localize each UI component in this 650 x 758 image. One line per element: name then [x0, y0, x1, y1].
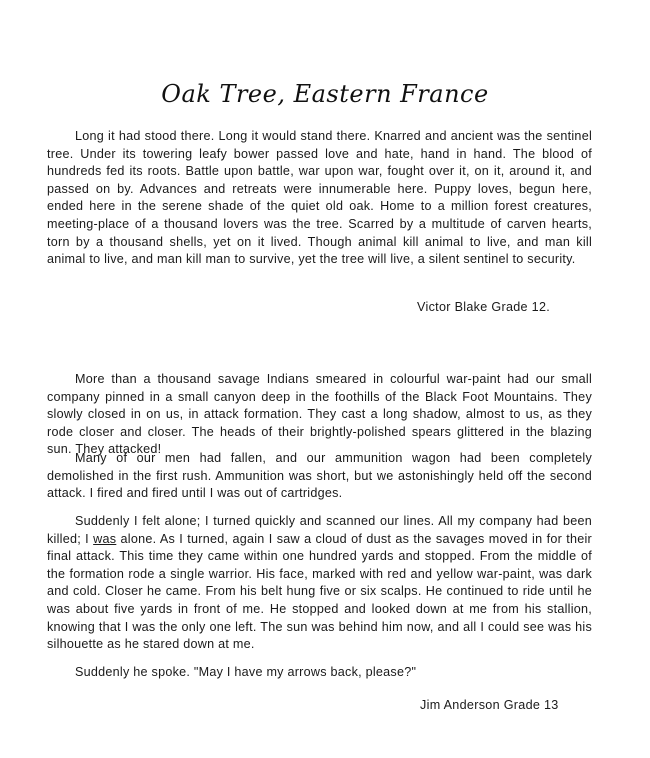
- paragraph-3-text-end: alone. As I turned, again I saw a cloud of dust as the savages moved in for their final attack. This time they came within one hundred yards and stopped. From the middle of the formation rode a single warrior. His face, marked with red and yellow war-paint, was dark and cold. Closer he came. From his belt hung five or six scalps. He continued to ride until he was about five yards in front of me. He stopped and looked down at me from his stallion, knowing that I was the only one left. The sun was behind him now, and all I could see was his silhouette as he stared down at me.: [47, 531, 592, 652]
- story-paragraph-1: More than a thousand savage Indians smeared in colourful war-paint had our small company pinned in a small canyon deep in the foothills of the Black Foot Mountains. They slowly closed in on us, in attack formation. They cast a long shadow, almost to us, as they rode closer and closer. The heads of their brightly-polished spears glittered in the blazing sun. They attacked!: [47, 372, 592, 457]
- byline-jim-anderson: Jim Anderson Grade 13: [420, 698, 559, 712]
- story-paragraph-2: Many of our men had fallen, and our ammunition wagon had been completely demolished in the first rush. Ammunition was short, but we astonishingly held off the second attack. I fired and fired until I was out of cartridges.: [47, 451, 592, 501]
- page-title: Oak Tree, Eastern France: [161, 80, 489, 108]
- underlined-word: was: [93, 531, 117, 546]
- story-paragraph-4: Suddenly he spoke. "May I have my arrows back, please?": [75, 665, 417, 679]
- oak-tree-paragraph: Long it had stood there. Long it would stand there. Knarred and ancient was the sentinel tree. Under its towering leafy bower passed love and hate, hand in hand. The blood of hundreds fed its roots. Battle upon battle, war upon war, fought over it, on it, around it, and passed on by. Advances and retreats were innumerable here. Puppy loves, begun here, ended here in the serene shade of the quiet old oak. Home to a million forest creatures, meeting-place of a thousand lovers was the tree. Scarred by a multitude of carven hearts, torn by a thousand shells, yet on it lived. Though animal kill animal to live, and man kill animal to live, and man kill man to survive, yet the tree will live, a silent sentinel to security.: [47, 129, 592, 267]
- story-paragraph-3: [47, 513, 592, 654]
- byline-victor-blake: Victor Blake Grade 12.: [417, 300, 551, 314]
- paragraph-3-text-start: Suddenly I felt alone; I turned quickly and scanned our lines. All my company had been killed; I: [47, 514, 592, 546]
